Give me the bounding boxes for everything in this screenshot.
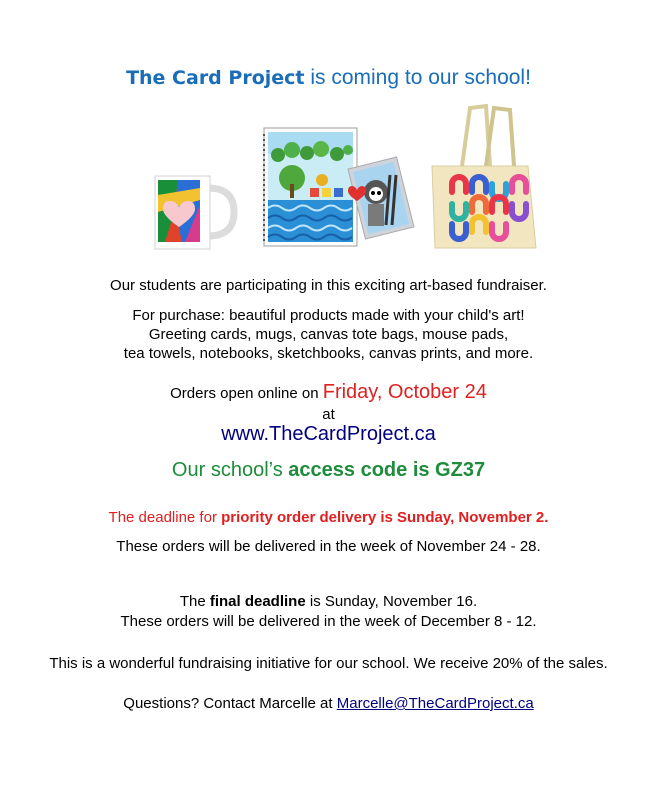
mug-icon xyxy=(155,176,234,249)
access-code-prefix: Our school’s xyxy=(171,459,289,481)
priority-deadline: priority order delivery is Sunday, November 2. xyxy=(221,509,549,526)
initiative-text: This is a wonderful fundraising initiative for our school. We receive 20% of the sales. xyxy=(49,655,608,672)
final-deadline-date: is Sunday, November 16. xyxy=(305,593,478,610)
contact-email-link[interactable]: Marcelle@TheCardProject.ca xyxy=(336,695,534,712)
intro-text: Our students are participating in this exciting art-based fundraiser. xyxy=(110,277,547,294)
page-title xyxy=(0,66,657,90)
final-deadline-label: final deadline xyxy=(209,593,306,610)
tote-bag-icon xyxy=(432,106,536,248)
website-link[interactable]: www.TheCardProject.ca xyxy=(221,423,436,445)
priority-deadline-prefix: The deadline for xyxy=(108,509,222,526)
purchase-line-3: tea towels, notebooks, sketchbooks, canvas prints, and more. xyxy=(123,345,534,362)
title-text: is coming to our school! xyxy=(304,66,531,89)
access-code-line xyxy=(0,459,657,482)
orders-open-line xyxy=(0,381,657,404)
orders-at-text: at xyxy=(322,406,335,423)
final-deadline-line xyxy=(0,592,657,611)
priority-deadline-line xyxy=(0,508,657,527)
product-images xyxy=(0,100,657,255)
orders-open-date: Friday, October 24 xyxy=(322,381,487,403)
purchase-line-1: For purchase: beautiful products made with your child's art! xyxy=(132,307,525,324)
notebook-icon xyxy=(264,128,357,246)
contact-line xyxy=(0,694,657,713)
final-delivery-text: These orders will be delivered in the week of December 8 - 12. xyxy=(120,613,537,630)
final-deadline-prefix: The xyxy=(179,593,210,610)
greeting-card-icon xyxy=(348,157,414,239)
purchase-line-2: Greeting cards, mugs, canvas tote bags, mouse pads, xyxy=(148,326,509,343)
priority-delivery-text: These orders will be delivered in the week of November 24 - 28. xyxy=(116,538,541,555)
brand-name: The Card Project xyxy=(126,67,305,89)
orders-open-text: Orders open online on xyxy=(170,385,323,402)
contact-prefix: Questions? Contact Marcelle at xyxy=(123,695,337,712)
access-code: access code is GZ37 xyxy=(288,459,486,481)
